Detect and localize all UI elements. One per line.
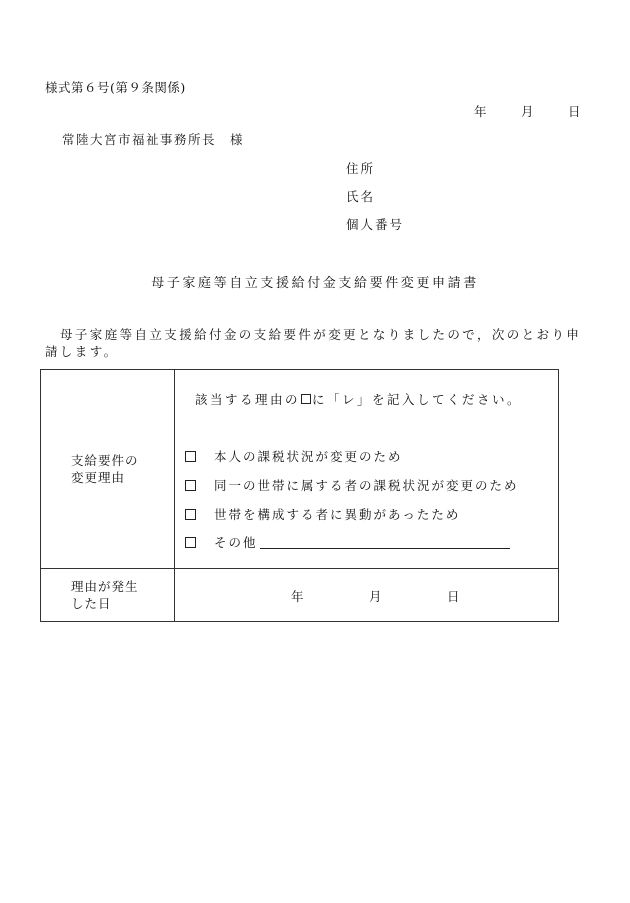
instruction-before: 該当する理由の	[195, 392, 301, 407]
header-date-day: 日	[568, 104, 582, 119]
option-self-tax[interactable]	[183, 447, 403, 465]
option-label: その他	[214, 535, 258, 550]
instruction-after: に「レ」を記入してください。	[312, 392, 523, 407]
checkbox-icon[interactable]	[185, 537, 196, 548]
checkbox-icon[interactable]	[185, 480, 196, 491]
change-reason-label-line1: 支給要件の	[71, 453, 139, 468]
instruction-text	[195, 390, 522, 408]
header-date-year: 年	[474, 104, 488, 119]
intro-text: 母子家庭等自立支援給付金の支給要件が変更となりましたので，次のとおり申請します。	[45, 327, 582, 359]
application-table	[40, 369, 559, 622]
option-label: 本人の課税状況が変更のため	[214, 449, 403, 464]
occurrence-date-year: 年	[291, 589, 305, 604]
my-number-label: 個人番号	[346, 217, 405, 232]
option-label: 同一の世帯に属する者の課税状況が変更のため	[214, 478, 519, 493]
address-label: 住所	[346, 161, 376, 176]
option-other[interactable]	[183, 533, 510, 551]
option-household-tax[interactable]	[183, 476, 519, 494]
header-date-month: 月	[521, 104, 535, 119]
change-reason-options-cell	[175, 370, 559, 569]
occurrence-date-label-line1: 理由が発生	[71, 579, 139, 594]
document-title: 母子家庭等自立支援給付金支給要件変更申請書	[151, 276, 479, 291]
occurrence-date-label-line2: した日	[71, 596, 112, 611]
option-household-change[interactable]	[183, 505, 460, 523]
checkbox-glyph-icon	[301, 394, 311, 404]
name-label: 氏名	[346, 189, 376, 204]
form-number: 様式第６号(第９条関係)	[45, 80, 186, 95]
recipient: 常陸大宮市福祉事務所長 様	[62, 132, 245, 147]
occurrence-date-day: 日	[447, 589, 461, 604]
occurrence-date-label	[41, 569, 175, 622]
change-reason-label	[41, 370, 175, 569]
checkbox-icon[interactable]	[185, 451, 196, 462]
change-reason-label-line2: 変更理由	[71, 470, 126, 485]
change-reason-row	[41, 370, 559, 569]
occurrence-date-row	[41, 569, 559, 622]
occurrence-date-month: 月	[369, 589, 383, 604]
checkbox-icon[interactable]	[185, 509, 196, 520]
option-label: 世帯を構成する者に異動があったため	[214, 507, 461, 522]
occurrence-date-field[interactable]	[175, 569, 559, 622]
other-reason-field[interactable]	[260, 535, 510, 549]
